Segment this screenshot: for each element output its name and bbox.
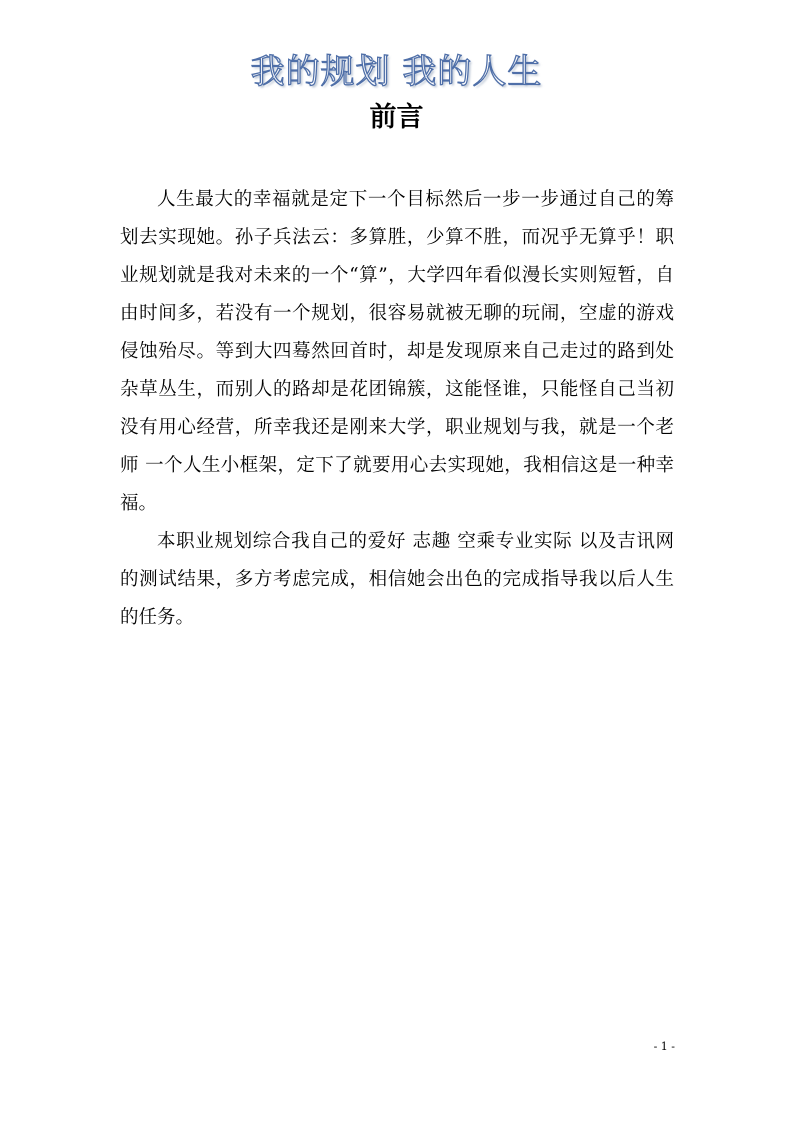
section-heading: 前言 <box>369 102 424 133</box>
document-title: 我的规划 我的人生 <box>250 52 543 92</box>
paragraph-2: 本职业规划综合我自己的爱好 志趣 空乘专业实际 以及吉讯网的测试结果，多方考虑完成，相信她会出色的完成指导我以后人生的任务。 <box>120 531 674 628</box>
paragraph-1: 人生最大的幸福就是定下一个目标然后一步一步通过自己的筹划去实现她。孙子兵法云：多算胜，少算不胜，而况乎无算乎！职业规划就是我对未来的一个“算”，大学四年看似漫长实则短暂，自由时间多，若没有一个规划，很容易就被无聊的玩闹，空虚的游戏侵蚀殆尽。等到大四蓦然回首时，却是发现原来自己走过的路到处杂草丛生，而别人的路却是花团锦簇，这能怪谁，只能怪自己当初没有用心经营，所幸我还是刚来大学，职业规划与我，就是一个老师 一个人生小框架，定下了就要用心去实现她，我相信这是一种幸福。 <box>120 189 674 514</box>
body-text <box>120 181 674 637</box>
page-number: - 1 - <box>653 1040 675 1053</box>
